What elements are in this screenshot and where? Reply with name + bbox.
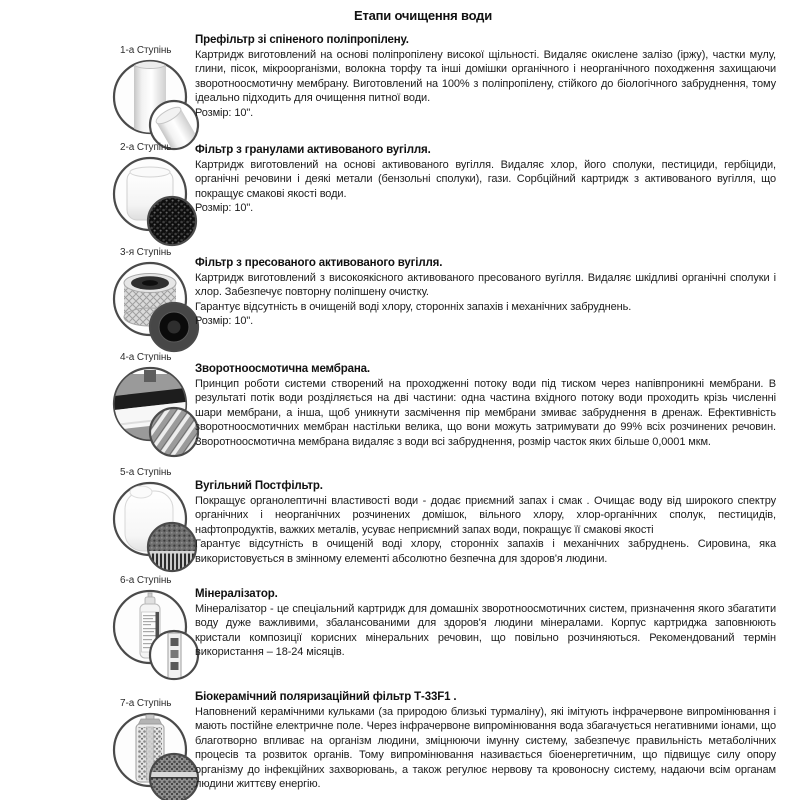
stage-5-text [195, 479, 776, 566]
stage-2-text [195, 143, 776, 216]
stage-paragraph: Гарантує відсутність в очищеній воді хлору, сторонніх запахів і механічних забруднень. [195, 300, 632, 313]
stage-size: Розмір: 10". [195, 106, 254, 119]
stage-heading: Вугільний Постфільтр. [195, 480, 323, 492]
stage-heading: Фільтр з пресованого активованого вугілля. [195, 257, 443, 269]
stage-4-text [195, 362, 776, 449]
stage-heading: Фільтр з гранулами активованого вугілля. [195, 144, 431, 156]
stage-label: 2-а Ступінь [120, 142, 172, 153]
stage-paragraph: Картридж виготовлений на основі поліпропілену високої щільності. Видаляє окислене залізо (іржу), частки мулу, глини, пісок, мікроорганізми, волокна торфу та інші домішки органічного і неорганічного походження захищаючи зворотноосмотичну мембрану. Виготовлений на 100% з поліпропілену, стійкого до біологічного забруднення, тому ідеально підходить для очищення питної води. [195, 48, 776, 104]
stage-paragraph: Покращує органолептичні властивості води - додає приємний запах і смак . Очищає воду від широкого спектру органічних і неорганічних розчинених домішок, вільного хлору, хлор-органічних сполук, пестицидів, нафтопродуктів, важких металів, усуває неприємний запах води, покращує її смакові якості [195, 494, 776, 536]
stage-3-text [195, 256, 776, 329]
stage-paragraph: Гарантує відсутність в очищеній воді хлору, сторонніх запахів і механічних забруднень. Сировина, яка використовується в змінному елементі абсолютно безпечна для здоров'я людини. [195, 538, 776, 565]
stage-size: Розмір: 10". [195, 315, 254, 327]
stage-1-text [195, 33, 776, 120]
stage-label: 5-а Ступінь [120, 467, 172, 478]
stage-paragraph: Картридж виготовлений з високоякісного активованого пресованого вугілля. Видаляє шкідливі органічні сполуки і хлор. Забезпечує повторну поліпшену очистку. [195, 271, 776, 298]
stage-heading: Біокерамічний поляризаційний фільтр Т-33F1 . [195, 691, 457, 703]
stage-paragraph: Картридж виготовлений на основі активованого вугілля. Видаляє хлор, його сполуки, пестициди, гербіциди, органічні речовини і деякі метали (бензольні сполуки), гази. Сорбційний картридж з активованого вугілля, що покращує смакові якості води. [195, 158, 776, 200]
stage-7-text [195, 690, 776, 792]
stage-label: 6-а Ступінь [120, 575, 172, 586]
stage-6-text [195, 587, 776, 660]
stage-paragraph: Мінералізатор - це спеціальний картридж для домашніх зворотноосмотичних систем, призначення якого збагатити воду дуже важливими, збалансованими для здоров'я людини мінералами. Корпус картриджа заповнюють кристали композиції корисних мінеральних речовин, що повільно розчиняються. Рекомендований термін використання – 18-24 місяців. [195, 602, 776, 658]
stage-size: Розмір: 10". [195, 202, 254, 214]
stage-paragraph: Наповнений керамічними кульками (за природою близькі турмаліну), які імітують інфрачервоне випромінювання і мають постійне електричне поле. Через інфрачервоне випромінювання вода збагачується негативними іонами, що благотворно впливає на організм людини, зміцнюючи імунну систему, забезпечує правильність метаболічних процесів та розвиток органів. Тому випромінювання називається біоенергетичним, що підвищує силу опору організму до інфекційних захворювань, а також регулює нервову та кровоносну систему, надаючи всім органам людини життєву енергію. [195, 705, 776, 790]
stage-heading: Мінералізатор. [195, 588, 278, 600]
stage-label: 1-а Ступінь [120, 45, 172, 56]
stage-heading: Префільтр зі спіненого поліпропілену. [195, 34, 409, 46]
page-title: Етапи очищення води [353, 8, 493, 23]
stage-label: 3-я Ступінь [120, 247, 172, 258]
stage-label: 7-а Ступінь [120, 698, 172, 709]
stage-label: 4-а Ступінь [120, 352, 172, 363]
stage-heading: Зворотноосмотична мембрана. [195, 363, 370, 375]
stage-paragraph: Принцип роботи системи створений на проходженні потоку води під тиском через напівпроникні мембрани. В результаті потік води розділяється на дві частини: одна частина вхідного потоку води проходить крізь численні шари мембрани, а інша, щоб уникнути засмічення пір мембрани змиває забруднення в дренаж. Ефективність зворотноосмотичних мембран настільки велика, що вони можуть затримувати до 99% всіх розчинених речовин. Зворотноосмотична мембрана видаляє з води всі забруднення, розмір часток яких більше 0,0001 мкм. [195, 377, 776, 448]
